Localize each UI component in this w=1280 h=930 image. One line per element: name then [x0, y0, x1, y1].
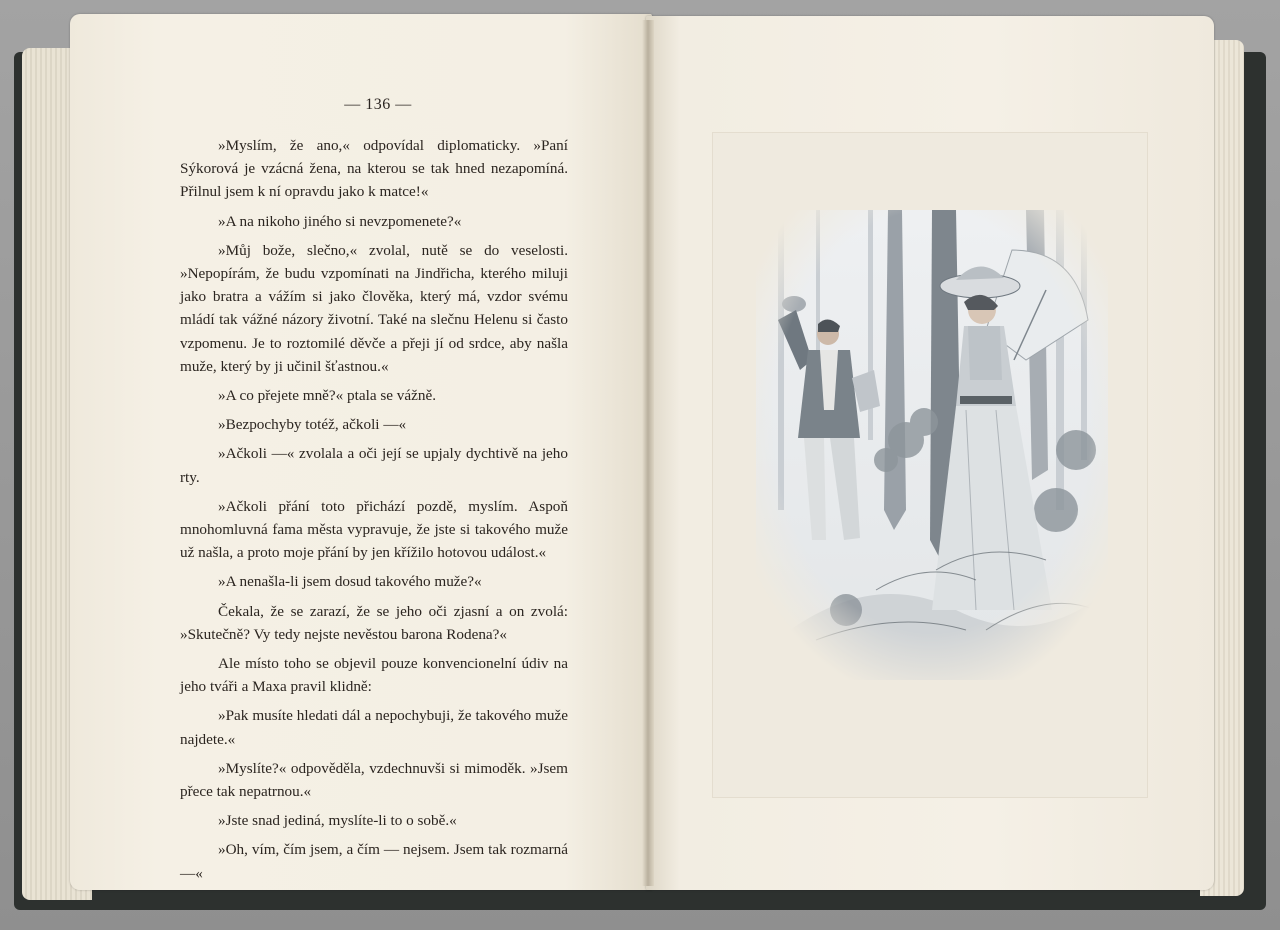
paragraph: »Pak musíte hledati dál a nepochybuji, že takového muže najdete.« [180, 707, 568, 748]
paragraph: »Jste snad jediná, myslíte-li to o sobě.« [218, 812, 457, 830]
paragraph: »Oh, vím, čím jsem, a čím — nejsem. Jsem tak rozmarná —« [180, 841, 568, 882]
book-gutter [642, 20, 654, 886]
paragraph: »Bezpochyby totéž, ačkoli —« [218, 416, 407, 434]
paragraph: »Ačkoli přání toto přichází pozdě, myslím. Aspoň mnohomluvná fama města vypravuje, že jste si takového muže už našla, a proto moje přání by jen křížilo hotovou událost.« [180, 497, 568, 562]
paragraph: »A co přejete mně?« ptala se vážně. [218, 387, 437, 405]
engraving-couple-in-forest-icon [756, 210, 1108, 680]
page-number: — 136 — [344, 96, 412, 113]
paragraph: »A nenašla-li jsem dosud takového muže?« [218, 573, 482, 591]
paragraph: »A na nikoho jiného si nevzpomenete?« [218, 212, 462, 230]
paragraph: Ale místo toho se objevil pouze konvencionelní údiv na jeho tváři a Maxa pravil klidně: [180, 655, 568, 696]
paragraph: »Ačkoli —« zvolala a oči její se upjaly dychtivě na jeho rty. [180, 445, 568, 486]
text-column [180, 134, 568, 891]
paragraph: »Můj bože, slečno,« zvolal, nutě se do veselosti. »Nepopírám, že budu vzpomínati na Jindřicha, kterého miluji jako bratra a vážím si jako člověka, který má, vzdor svému mládí tak vážné názory životní. Také na slečnu Helenu si často vzpomenu. Je to roztomilé děvče a přeji jí od srdce, aby našla muže, který by ji učinil šťastnou.« [180, 241, 568, 375]
paragraph: »Myslím, že ano,« odpovídal diplomaticky. »Paní Sýkorová je vzácná žena, na kterou se tak hned nezapomíná. Přilnul jsem k ní opravdu jako k matce!« [180, 137, 568, 201]
paragraph: Čekala, že se zarazí, že se jeho oči zjasní a on zvolá: »Skutečně? Vy tedy nejste nevěstou barona Rodena?« [180, 602, 568, 643]
paragraph: »Myslíte?« odpověděla, vzdechnuvši si mimoděk. »Jsem přece tak nepatrnou.« [180, 759, 568, 801]
